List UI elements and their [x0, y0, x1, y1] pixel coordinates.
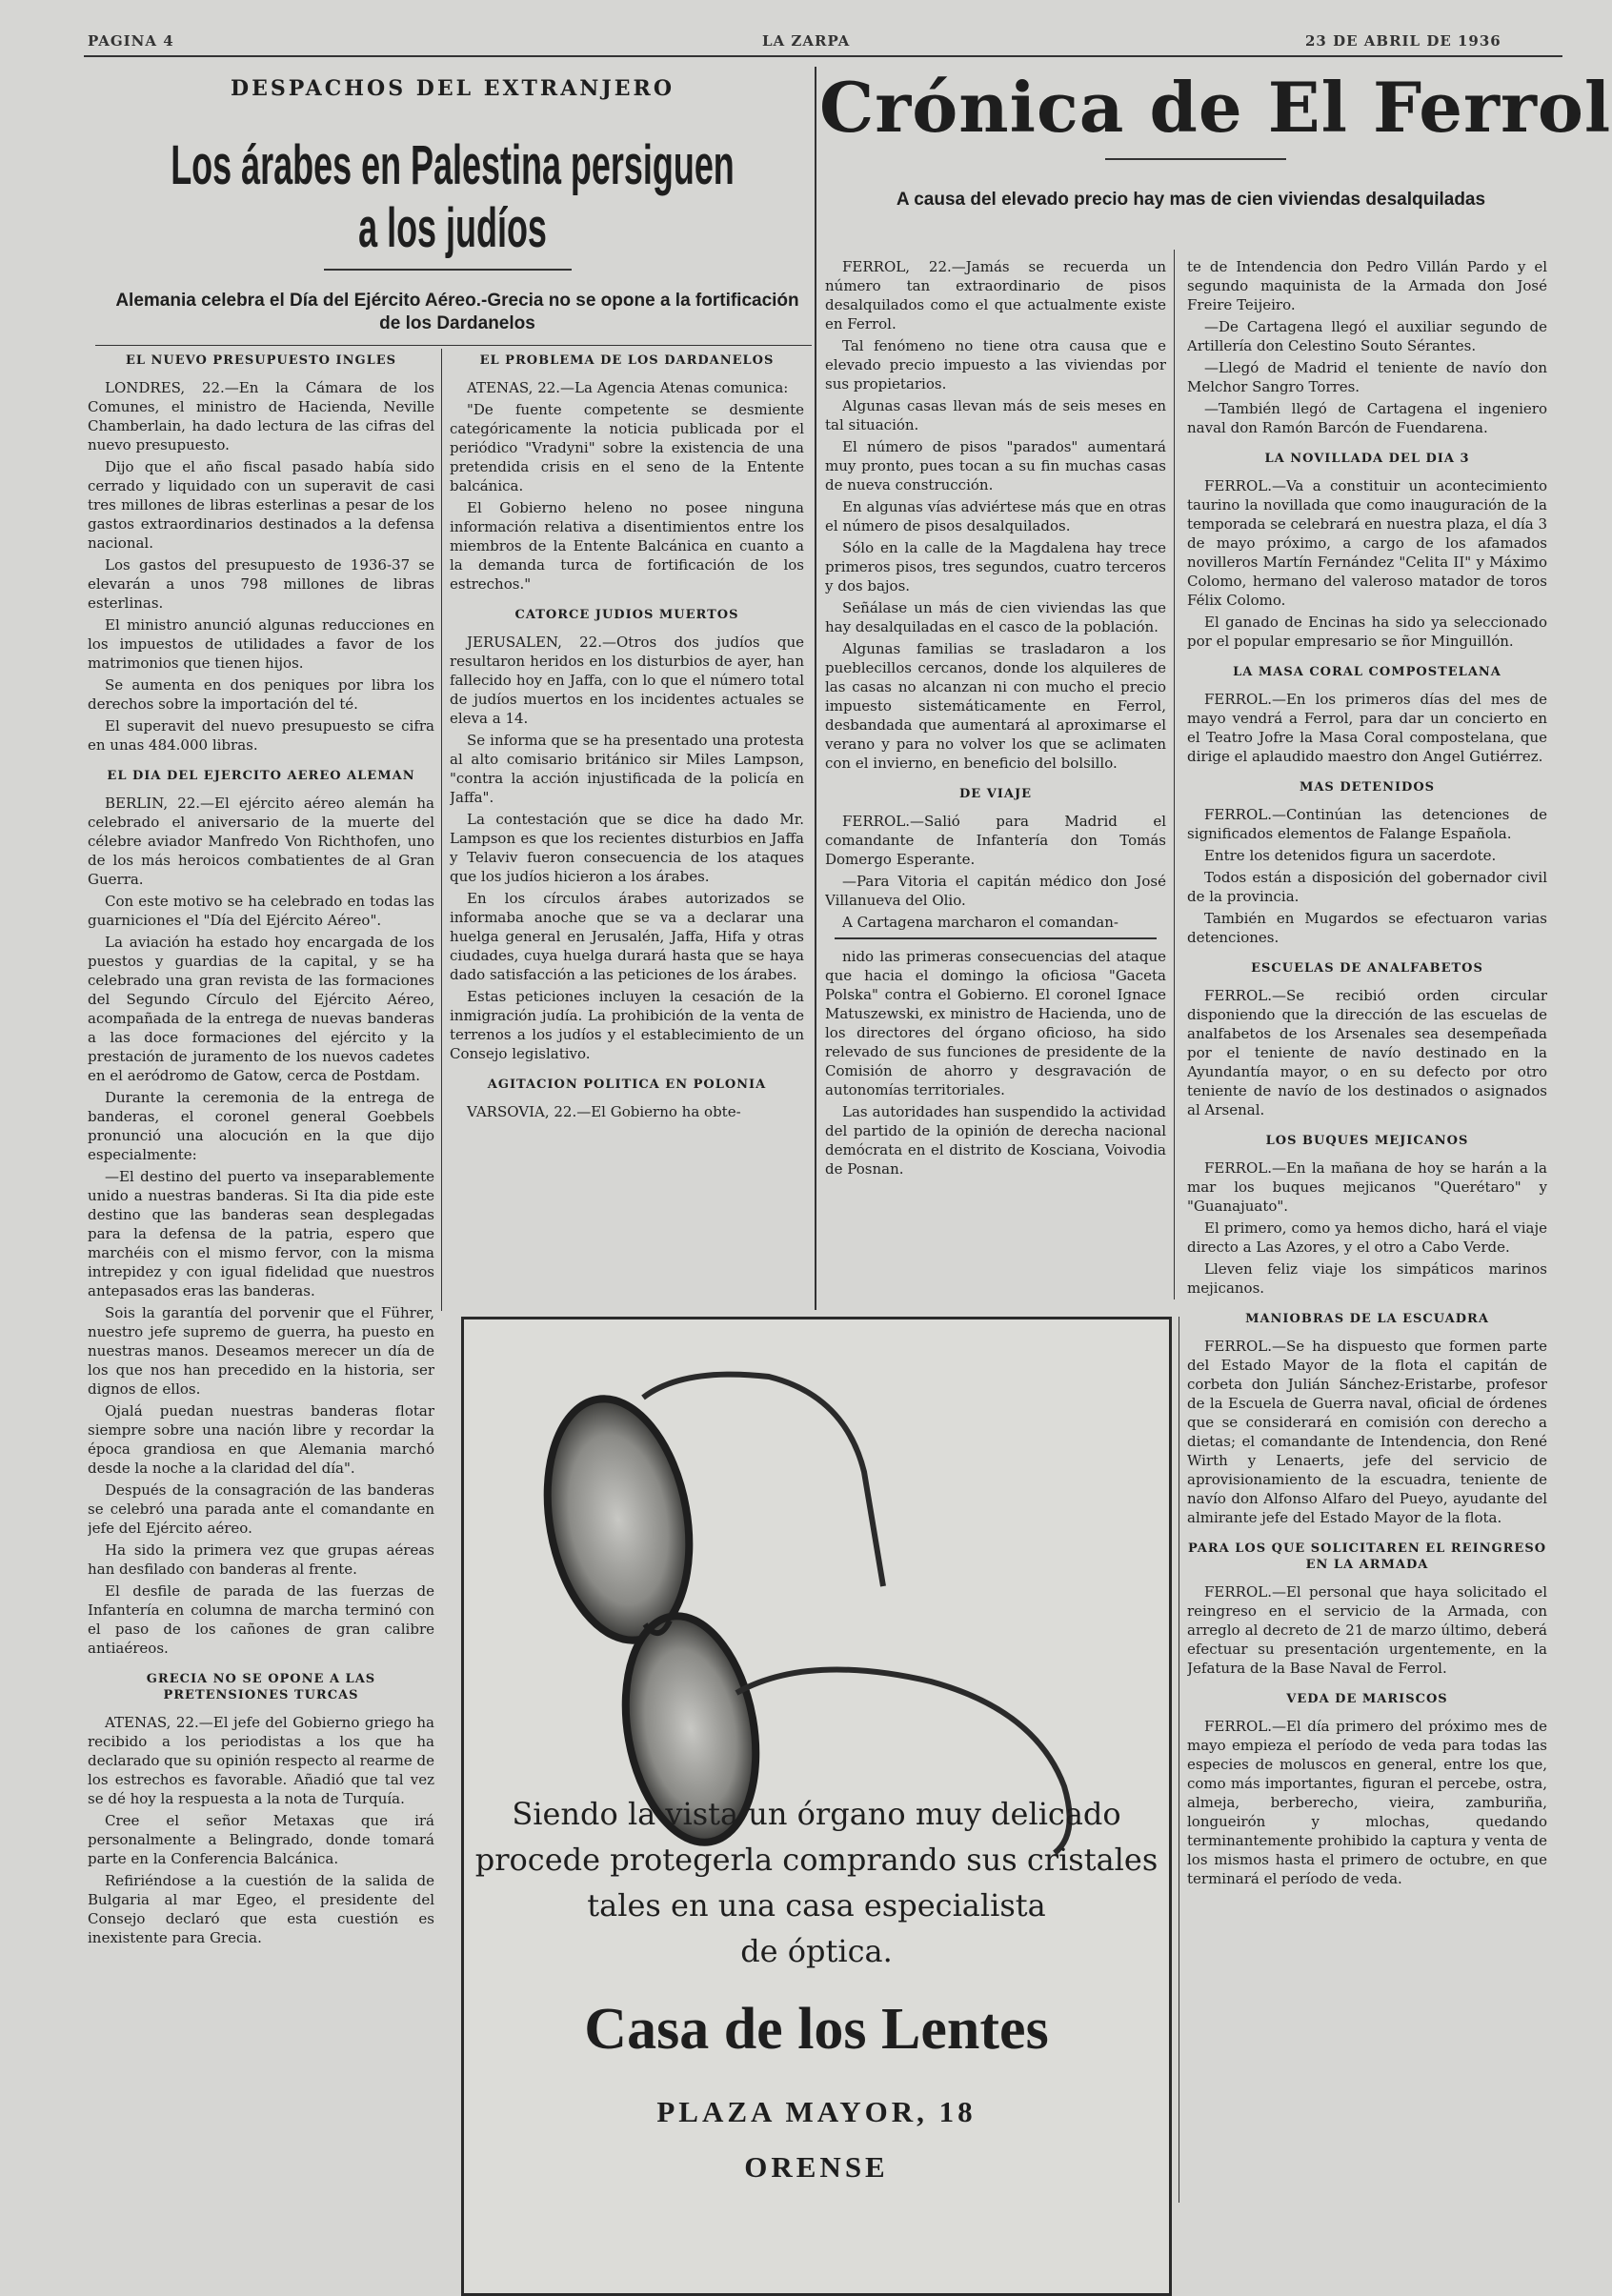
article-paragraph: FERROL.—El personal que haya solicitado el reingreso en el servicio de la Armada, con arreglo al decreto de 21 de marzo último, deberá efectuar su presentación urgentemente, en la Jefatura de la Base Naval de Ferrol.	[1187, 1583, 1547, 1677]
article-paragraph: FERROL.—En la mañana de hoy se harán a la mar los buques mejicanos "Querétaro" y "Guanajuato".	[1187, 1159, 1547, 1215]
column-divider	[441, 349, 442, 1311]
article-paragraph: El Gobierno heleno no posee ninguna información relativa a disentimientos entre los miembros de la Entente Balcánica en cuanto a la demanda turca de fortificación de los estrechos."	[450, 499, 804, 593]
article-paragraph: Con este motivo se ha celebrado en todas las guarniciones el "Día del Ejército Aéreo".	[88, 893, 434, 929]
article-paragraph: Las autoridades han suspendido la actividad del partido de la opinión de derecha nacional demócrata en el distrito de Kosciana, Voivodia de Posnan.	[825, 1103, 1166, 1178]
article-paragraph: Todos están a disposición del gobernador civil de la provincia.	[1187, 869, 1547, 905]
column-3	[825, 257, 1166, 1307]
article-paragraph: A Cartagena marcharon el comandan-	[842, 914, 1118, 931]
article-paragraph: Se informa que se ha presentado una protesta al alto comisario británico sir Miles Lampson, "contra la acción injustificada de la policía en Jaffa".	[450, 732, 804, 806]
article-paragraph: te de Intendencia don Pedro Villán Pardo y el segundo maquinista de la Armada don José Freire Teijeiro.	[1187, 258, 1547, 313]
section-title: EL DIA DEL EJERCITO AEREO ALEMAN	[107, 769, 415, 783]
section-title: DE VIAJE	[958, 787, 1033, 801]
article-paragraph: Refiriéndose a la cuestión de la salida de Bulgaria al mar Egeo, el presidente del Consejo declaró que esta cuestión es inexistente para Grecia.	[88, 1872, 434, 1946]
article-paragraph: —De Cartagena llegó el auxiliar segundo de Artillería don Celestino Souto Sérantes.	[1187, 318, 1547, 354]
optician-advertisement	[461, 1317, 1172, 2296]
ad-city: ORENSE	[744, 2150, 889, 2184]
section-title: EL PROBLEMA DE LOS DARDANELOS	[479, 353, 775, 368]
article-paragraph: Dijo que el año fiscal pasado había sido cerrado y liquidado con un superavit de casi tres millones de libras esterlinas a pesar de los gastos extraordinarios destinados a la defensa nacional.	[88, 458, 434, 552]
section-title: VEDA DE MARISCOS	[1286, 1692, 1448, 1706]
article-paragraph: BERLIN, 22.—El ejército aéreo alemán ha celebrado el aniversario de la muerte del célebre aviador Manfredo Von Richthofen, uno de los más heroicos combatientes de al Gran Guerra.	[88, 795, 434, 888]
article-paragraph: FERROL.—En los primeros días del mes de mayo vendrá a Ferrol, para dar un concierto en el Teatro Jofre la Masa Coral compostelana, que dirige el aplaudido maestro don Angel Gutiérrez.	[1187, 691, 1547, 765]
article-paragraph: ATENAS, 22.—La Agencia Atenas comunica:	[467, 379, 789, 396]
article-paragraph: La contestación que se dice ha dado Mr. Lampson es que los recientes disturbios en Jaffa y Telaviv fueron consecuencia de los ataques que los judíos hicieron a los árabes.	[450, 811, 804, 885]
article-paragraph: El ministro anunció algunas reducciones en los impuestos de utilidades a favor de los matrimonios que tienen hijos.	[88, 616, 434, 672]
masthead-rule	[84, 55, 1562, 57]
article-paragraph: El primero, como ya hemos dicho, hará el viaje directo a Las Azores, y el otro a Cabo Verde.	[1187, 1219, 1547, 1256]
article-paragraph: Ojalá puedan nuestras banderas flotar siempre sobre una nación libre y recordar la época grandiosa en que Alemania marchó desde la noche a la claridad del día".	[88, 1402, 434, 1477]
article-paragraph: Algunas casas llevan más de seis meses en tal situación.	[825, 397, 1166, 433]
article-paragraph: En los círculos árabes autorizados se informaba anoche que se va a declarar una huelga general en Jerusalén, Jaffa, Hifa y otras ciudades, cuya huelga durará hasta que se haya dado satisfacción a las peticiones de los árabes.	[450, 890, 804, 983]
article-paragraph: FERROL, 22.—Jamás se recuerda un número tan extraordinario de pisos desalquilados como el que actualmente existe en Ferrol.	[825, 258, 1166, 332]
article-paragraph: —También llegó de Cartagena el ingeniero naval don Ramón Barcón de Fuendarena.	[1187, 400, 1547, 436]
article-paragraph: El superavit del nuevo presupuesto se cifra en unas 484.000 libras.	[88, 717, 434, 754]
article-paragraph: FERROL.—Se ha dispuesto que formen parte del Estado Mayor de la flota el capitán de corbeta don Julián Sánchez-Eristarbe, profesor de la Escuela de Guerra naval, oficial de órdenes que se considerará en comisión con derecho a dietas; el comandante de Intendencia, don René Wirth y Lenaerts, jefe del servicio de aprovisionamiento de la escuadra, teniente de navío don Alfonso Alfaro del Pueyo, ayudante del almirante jefe del Estado Mayor de la flota.	[1187, 1338, 1547, 1526]
ad-copy-line: de óptica.	[740, 1933, 893, 1969]
article-paragraph: Sólo en la calle de la Magdalena hay trece primeros pisos, tres segundos, cuatro terceros y dos bajos.	[825, 539, 1166, 594]
article-paragraph: Durante la ceremonia de la entrega de banderas, el coronel general Goebbels pronunció una alocución en la que dijo especialmente:	[88, 1089, 434, 1163]
ad-address: PLAZA MAYOR, 18	[656, 2095, 977, 2128]
issue-date: 23 DE ABRIL DE 1936	[1305, 32, 1501, 50]
article-paragraph: FERROL.—Va a constituir un acontecimiento taurino la novillada que como inauguración de la temporada se celebrará en nuestra plaza, el día 3 de mayo próximo, a cargo de los afamados novilleros Martín Fernández "Celita II" y Máximo Colomo, hermano del valeroso matador de toros Félix Colomo.	[1187, 477, 1547, 609]
ad-copy-line: Siendo la vista un órgano muy delicado	[512, 1796, 1121, 1832]
subhead-rule	[95, 345, 812, 346]
section-title: MAS DETENIDOS	[1299, 780, 1436, 795]
article-paragraph: Después de la consagración de las banderas se celebró una parada ante el comandante en jefe del Ejército aéreo.	[88, 1481, 434, 1537]
ad-brand-name: Casa de los Lentes	[584, 1997, 1049, 2062]
headline-rule	[324, 269, 572, 271]
column-divider	[1174, 250, 1175, 1299]
column-1	[88, 352, 434, 2258]
article-paragraph: Lleven feliz viaje los simpáticos marinos mejicanos.	[1187, 1260, 1547, 1297]
article-paragraph: VARSOVIA, 22.—El Gobierno ha obte-	[467, 1103, 741, 1120]
article-paragraph: FERROL.—Continúan las detenciones de significados elementos de Falange Española.	[1187, 806, 1547, 842]
column-4	[1187, 257, 1547, 2258]
article-paragraph: —Para Vitoria el capitán médico don José Villanueva del Olio.	[825, 873, 1166, 909]
article-paragraph: En algunas vías adviértese más que en otras el número de pisos desalquilados.	[825, 498, 1166, 534]
article-paragraph: Los gastos del presupuesto de 1936-37 se elevarán a unos 798 millones de libras esterlinas.	[88, 556, 434, 612]
article-paragraph: El desfile de parada de las fuerzas de Infantería en columna de marcha terminó con el paso de los cañones de gran calibre antiaéreos.	[88, 1582, 434, 1657]
article-paragraph: FERROL.—El día primero del próximo mes de mayo empieza el período de veda para todas las especies de moluscos en general, entre los que, como más importantes, figuran el percebe, ostra, almeja, berberecho, vieira, zamburiña, longueirón y mlochas, quedando terminantemente prohibido la captura y venta de los mismos hasta el primero de octubre, en que terminará el período de veda.	[1187, 1718, 1547, 1887]
section-divider	[815, 67, 816, 1310]
newspaper-name: LA ZARPA	[762, 32, 851, 50]
ad-copy-line: tales en una casa especialista	[587, 1887, 1046, 1923]
section-title: ESCUELAS DE ANALFABETOS	[1251, 961, 1483, 976]
section-title: EL NUEVO PRESUPUESTO INGLES	[125, 353, 397, 368]
article-paragraph: Estas peticiones incluyen la cesación de la inmigración judía. La prohibición de la venta de terrenos a los judíos y el establecimiento de un Consejo legislativo.	[450, 988, 804, 1062]
page-number: PAGINA 4	[88, 32, 174, 50]
main-headline-line1: Los árabes en Palestina persiguen	[171, 134, 735, 196]
column-2	[450, 352, 804, 1310]
eyeglasses-icon	[483, 1339, 1150, 1872]
section-title: LOS BUQUES MEJICANOS	[1265, 1134, 1469, 1148]
article-paragraph: Entre los detenidos figura un sacerdote.	[1204, 847, 1497, 864]
article-paragraph: ATENAS, 22.—El jefe del Gobierno griego ha recibido a los periodistas a los que ha declarado que su opinión respecto al rearme de los estrechos es favorable. Añadió que tal vez se dé hoy la respuesta a la nota de Turquía.	[88, 1714, 434, 1807]
article-paragraph: Ha sido la primera vez que grupas aéreas han desfilado con banderas al frente.	[88, 1541, 434, 1578]
article-paragraph: —El destino del puerto va inseparablemente unido a nuestras banderas. Si Ita dia pide este destino que las banderas sean desplegadas para la defensa de la patria, espero que marchéis con el mismo fervor, con la misma intrepidez y con igual fidelidad que nuestros antepasados eras las banderas.	[88, 1168, 434, 1299]
ferrol-section-title: Crónica de El Ferrol	[819, 67, 1612, 148]
section-title: GRECIA NO SE OPONE A LAS PRETENSIONES TURCAS	[146, 1672, 376, 1702]
article-paragraph: Cree el señor Metaxas que irá personalmente a Belingrado, donde tomará parte en la Conferencia Balcánica.	[88, 1812, 434, 1867]
section-title: MANIOBRAS DE LA ESCUADRA	[1245, 1312, 1489, 1326]
section-title: CATORCE JUDIOS MUERTOS	[514, 608, 739, 622]
section-title: LA MASA CORAL COMPOSTELANA	[1233, 665, 1501, 679]
article-paragraph: El número de pisos "parados" aumentará muy pronto, pues tocan a su fin muchas casas de nueva construcción.	[825, 438, 1166, 493]
article-paragraph: También en Mugardos se efectuaron varias detenciones.	[1187, 910, 1547, 946]
left-subheadline: Alemania celebra el Día del Ejército Aéreo.-Grecia no se opone a la fortificación de los Dardanelos	[115, 291, 799, 333]
article-paragraph: nido las primeras consecuencias del ataque que hacia el domingo la oficiosa "Gaceta Polska" contra el Gobierno. El coronel Ignace Matuszewski, ex ministro de Hacienda, uno de los directores del órgano oficioso, ha sido relevado de sus funciones de presidente de la Comisión de ahorro y desgravación de autonomías territoriales.	[825, 948, 1166, 1098]
ad-copy-line: procede protegerla comprando sus cristales	[474, 1842, 1159, 1878]
column-break-rule	[835, 937, 1157, 939]
article-paragraph: —Llegó de Madrid el teniente de navío don Melchor Sangro Torres.	[1187, 359, 1547, 395]
article-paragraph: Tal fenómeno no tiene otra causa que e elevado precio impuesto a las viviendas por sus propietarios.	[825, 337, 1166, 393]
article-paragraph: Se aumenta en dos peniques por libra los derechos sobre la importación del té.	[88, 676, 434, 713]
article-paragraph: FERROL.—Se recibió orden circular disponiendo que la dirección de las escuelas de analfabetos de los Arsenales sea desempeñada por el teniente de navío destinado en la Ayundantía mayor, o en su defecto por otro teniente de navío de los destinados o asignados al Arsenal.	[1187, 987, 1547, 1118]
article-paragraph: FERROL.—Salió para Madrid el comandante de Infantería don Tomás Domergo Esperante.	[825, 813, 1166, 868]
title-rule	[1105, 158, 1286, 160]
section-title: LA NOVILLADA DEL DIA 3	[1264, 452, 1470, 466]
section-title: AGITACION POLITICA EN POLONIA	[487, 1078, 767, 1092]
article-paragraph: LONDRES, 22.—En la Cámara de los Comunes, el ministro de Hacienda, Neville Chamberlain, ha dado lectura de las cifras del nuevo presupuesto.	[88, 379, 434, 453]
section-kicker: DESPACHOS DEL EXTRANJERO	[230, 76, 675, 101]
article-paragraph: Sois la garantía del porvenir que el Führer, nuestro jefe supremo de guerra, ha puesto en nuestras manos. Deseamos merecer un día de los que nos han precedido en la historia, ser dignos de ellos.	[88, 1304, 434, 1398]
ferrol-subheadline: A causa del elevado precio hay mas de cien viviendas desalquiladas	[896, 190, 1486, 210]
article-paragraph: "De fuente competente se desmiente categóricamente la noticia publicada por el periódico "Vradyni" sobre la existencia de una pretendida crisis en el seno de la Entente balcánica.	[450, 401, 804, 494]
article-paragraph: JERUSALEN, 22.—Otros dos judíos que resultaron heridos en los disturbios de ayer, han fallecido hoy en Jaffa, con lo que el número total de judíos muertos en los incidentes actuales se eleva a 14.	[450, 634, 804, 727]
article-paragraph: El ganado de Encinas ha sido ya seleccionado por el popular empresario se ñor Minguillón.	[1187, 614, 1547, 650]
main-headline-line2: a los judíos	[358, 197, 547, 259]
section-title: PARA LOS QUE SOLICITAREN EL REINGRESO EN LA ARMADA	[1187, 1541, 1547, 1572]
article-paragraph: La aviación ha estado hoy encargada de los puestos y guardias de la capital, y se ha celebrado una gran revista de las formaciones del Segundo Círculo del Ejército Aéreo, acompañada de la entrega de nuevas banderas a las doce formaciones del ejército y la prestación de juramento de los nuevos cadetes en el aeródromo de Gatow, cerca de Postdam.	[88, 934, 434, 1084]
article-paragraph: Señálase un más de cien viviendas las que hay desalquiladas en el casco de la población.	[825, 599, 1166, 635]
article-paragraph: Algunas familias se trasladaron a los pueblecillos cercanos, donde los alquileres de las casas no alcanzan ni con mucho el precio impuesto sistemáticamente en Ferrol, desbandada que aumentará al aproximarse el verano y para no volver los que se aclimaten con el invierno, en beneficio del bolsillo.	[825, 640, 1166, 772]
